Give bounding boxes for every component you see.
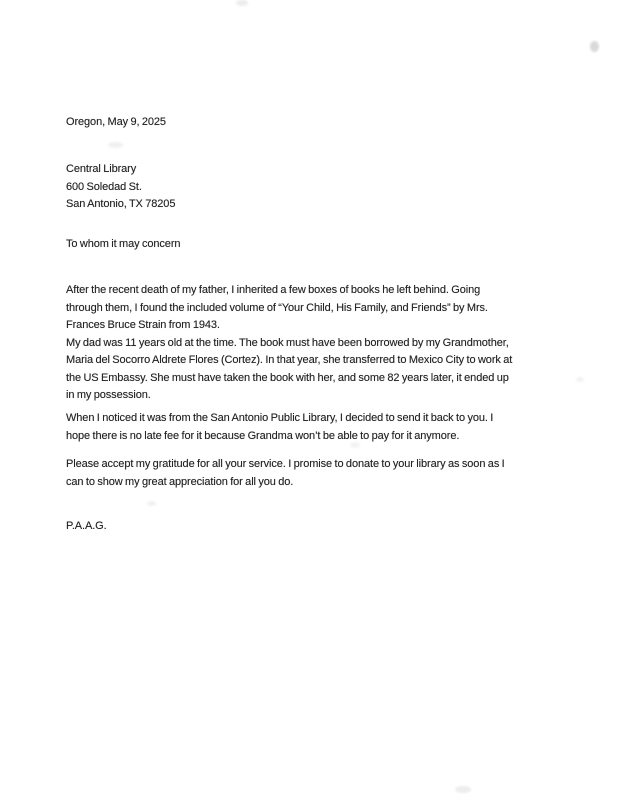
letter-line: When I noticed it was from the San Antonio Public Library, I decided to send it back to you. I <box>66 412 494 424</box>
letter-line: 600 Soledad St. <box>66 180 142 193</box>
body-paragraph-3 <box>66 456 576 491</box>
letter-line: Central Library <box>66 163 137 175</box>
scan-artifact <box>590 41 599 52</box>
letter-line: can to show my great appreciation for all you do. <box>66 475 294 488</box>
letter-line: After the recent death of my father, I inherited a few boxes of books he left behind. Going <box>66 284 481 296</box>
letter-line: hope there is no late fee for it because Grandma won’t be able to pay for it anymore. <box>66 429 460 442</box>
scan-artifact <box>576 377 584 382</box>
letter-line: through them, I found the included volume of “Your Child, His Family, and Friends” by Mrs. <box>66 301 488 314</box>
salutation: To whom it may concern <box>66 238 181 250</box>
scan-artifact <box>236 0 248 6</box>
letter-line: Please accept my gratitude for all your service. I promise to donate to your library as soon as I <box>66 458 505 470</box>
recipient-address <box>66 161 576 214</box>
letter-line: Frances Bruce Strain from 1943. <box>66 319 220 331</box>
scan-artifact <box>350 442 360 448</box>
letter-line: San Antonio, TX 78205 <box>66 198 176 210</box>
letter-date: Oregon, May 9, 2025 <box>66 116 166 128</box>
scan-artifact <box>108 142 123 148</box>
signature-initials: P.A.A.G. <box>66 520 107 532</box>
letter-line: My dad was 11 years old at the time. The book must have been borrowed by my Grandmother, <box>66 336 509 349</box>
scan-artifact <box>147 501 156 506</box>
letter-line: the US Embassy. She must have taken the book with her, and some 82 years later, it ended up <box>66 371 509 384</box>
letter-line: in my possession. <box>66 389 151 401</box>
scan-artifact <box>455 786 471 793</box>
body-paragraph-2 <box>66 410 576 445</box>
letter-line: Maria del Socorro Aldrete Flores (Cortez). In that year, she transferred to Mexico City to work at <box>66 354 513 366</box>
body-paragraph-1 <box>66 282 576 405</box>
